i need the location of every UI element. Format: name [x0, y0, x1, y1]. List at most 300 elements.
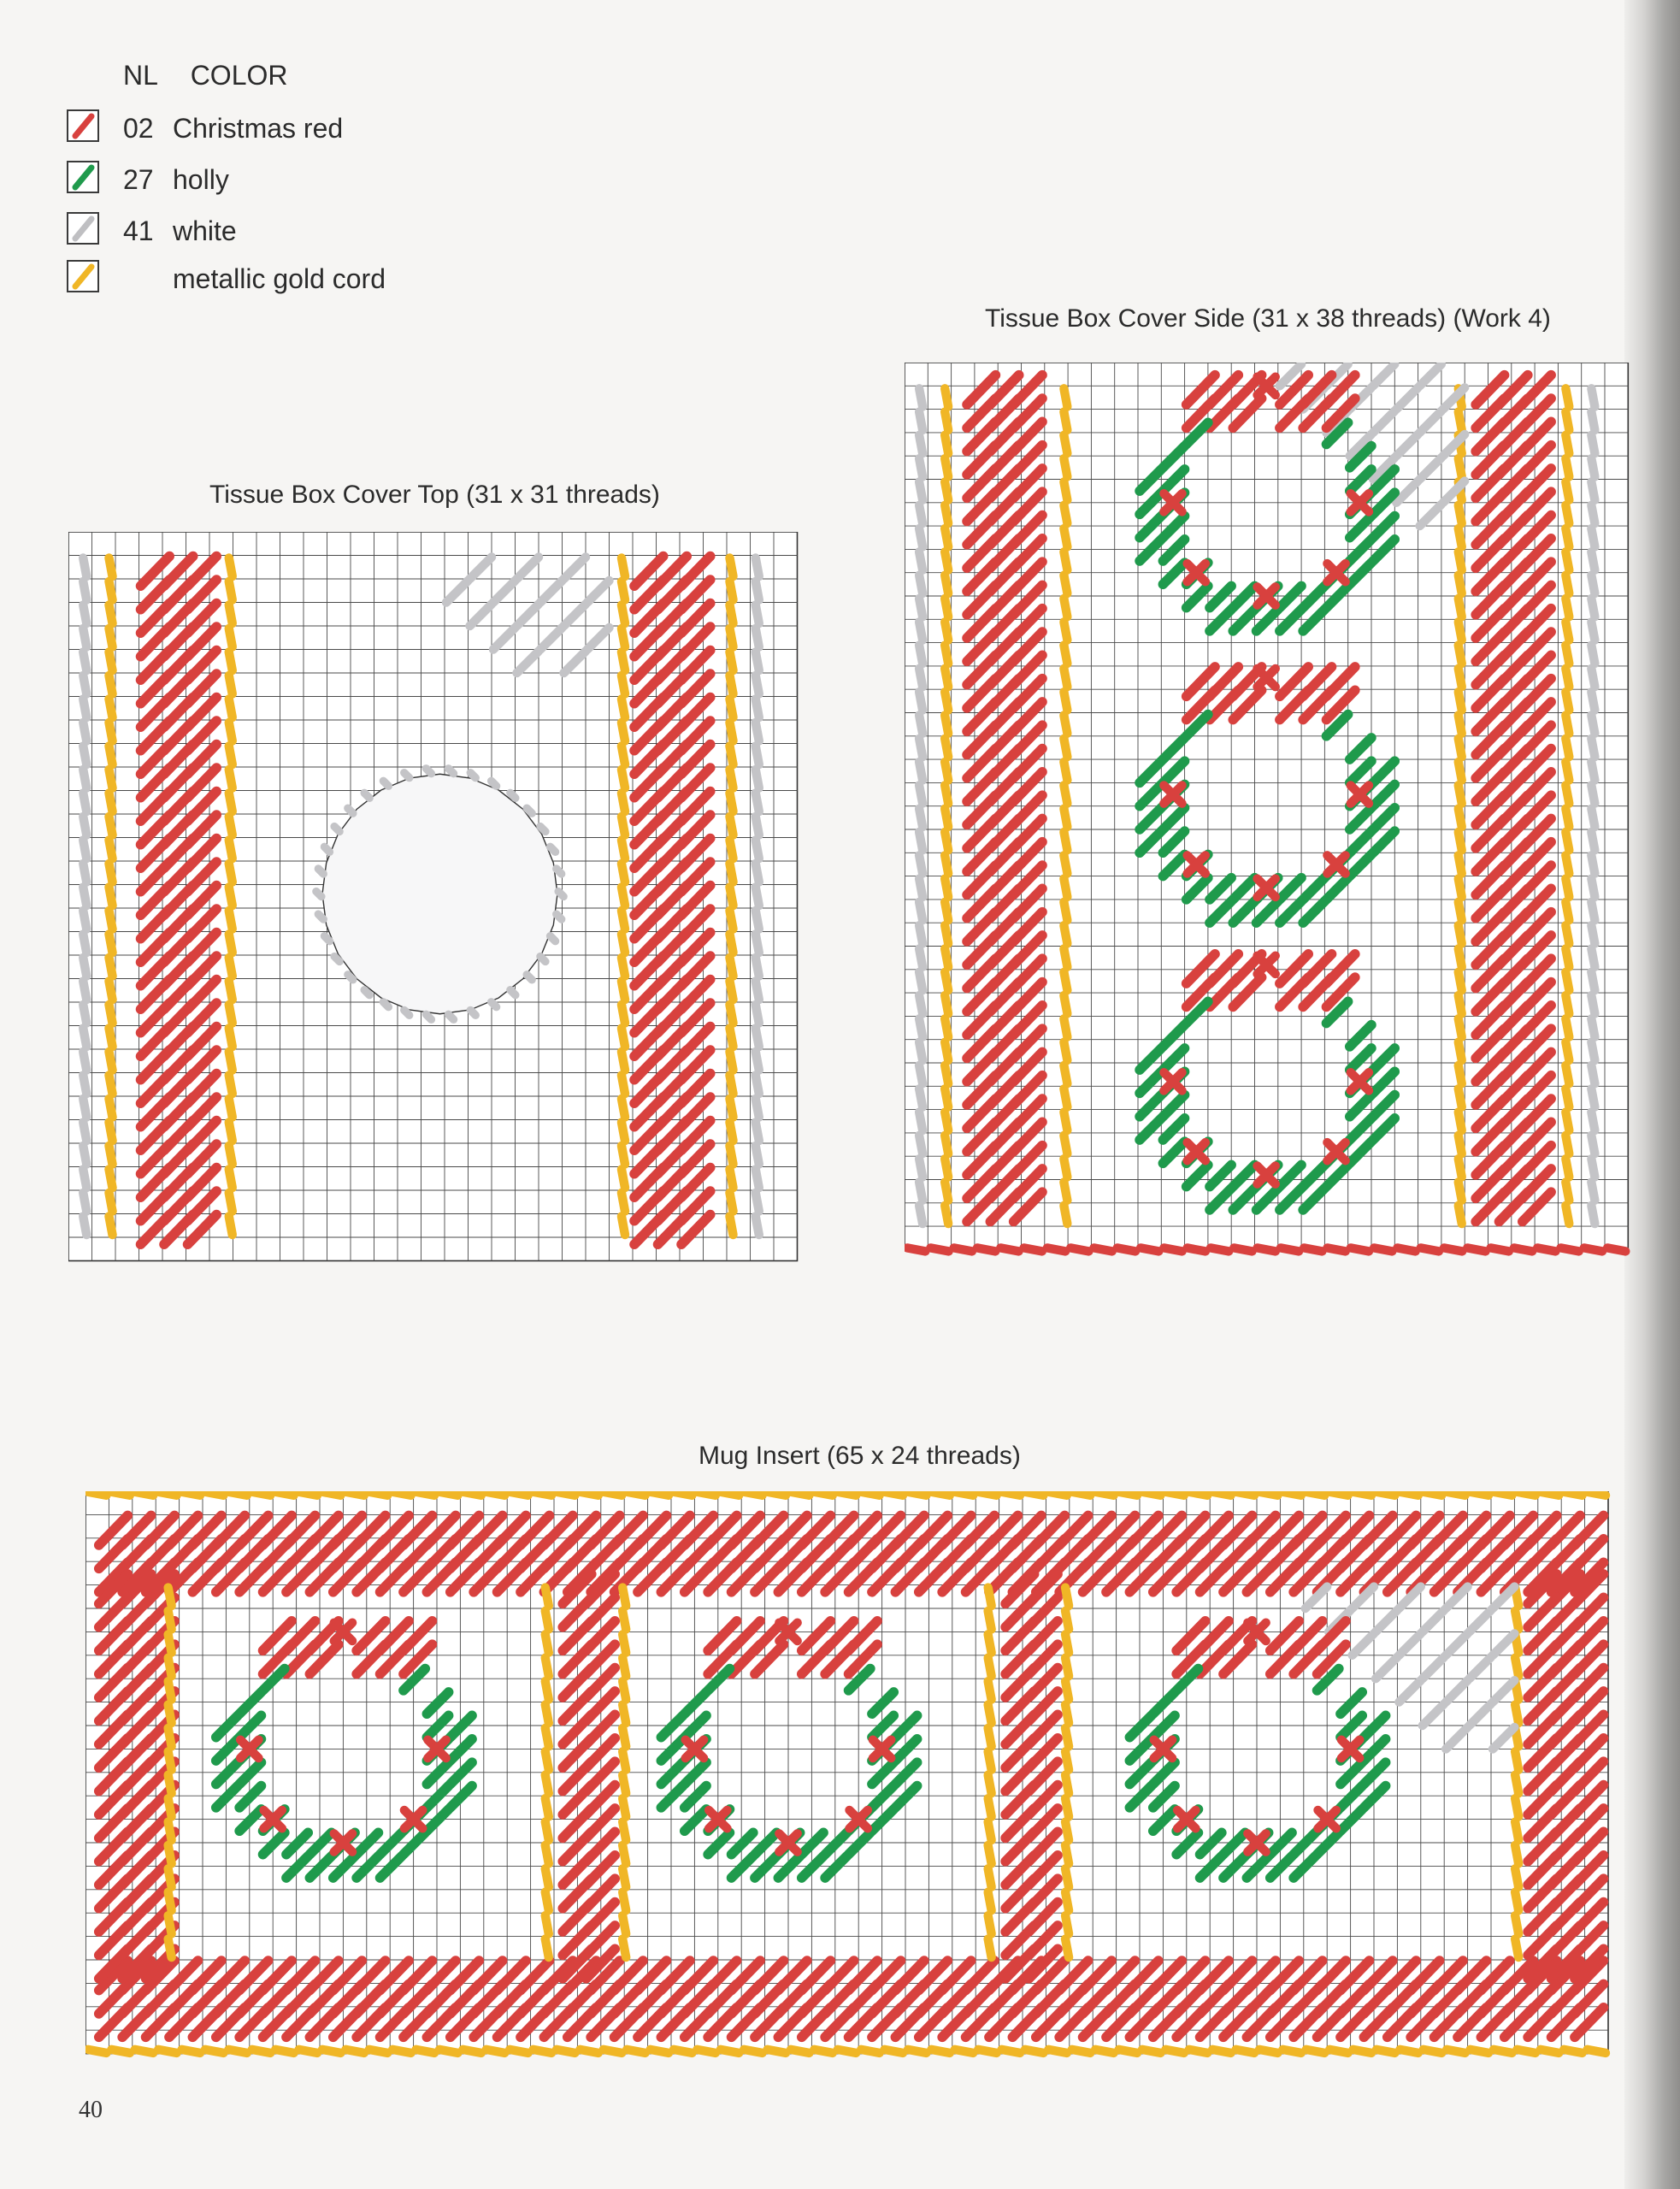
overcast-stitch: [791, 2050, 809, 2053]
overcast-stitch: [83, 605, 86, 624]
overcast-stitch: [83, 911, 86, 929]
overcast-stitch: [229, 1005, 233, 1024]
overcast-stitch: [908, 2050, 926, 2053]
gold-inner-left: [229, 558, 233, 1236]
overcast-stitch: [1459, 1042, 1462, 1060]
overcast-stitch: [334, 826, 339, 831]
overcast-stitch: [109, 581, 113, 600]
overcast-stitch: [945, 622, 948, 640]
overcast-stitch: [557, 1492, 575, 1496]
overcast-stitch: [510, 1492, 528, 1496]
overcast-stitch: [83, 841, 86, 859]
overcast-stitch: [229, 652, 233, 671]
overcast-stitch: [1607, 1248, 1625, 1251]
overcast-stitch: [229, 841, 233, 859]
overcast-stitch: [730, 911, 734, 929]
overcast-stitch: [1491, 1248, 1509, 1251]
overcast-stitch: [988, 1915, 992, 1933]
overcast-stitch: [369, 1492, 387, 1496]
overcast-stitch: [168, 1868, 172, 1886]
overcast-stitch: [275, 1492, 293, 1496]
overcast-stitch: [756, 817, 759, 835]
overcast-stitch: [919, 972, 923, 990]
overcast-stitch: [168, 1798, 172, 1816]
divider-1-gold-left: [545, 1588, 549, 1957]
overcast-stitch: [622, 1892, 626, 1910]
overcast-stitch: [919, 1042, 923, 1060]
red-band-left: [99, 1574, 174, 1979]
overcast-stitch: [1459, 1183, 1462, 1201]
overcast-stitch: [1141, 1248, 1158, 1251]
overcast-stitch: [545, 1634, 549, 1652]
overcast-stitch: [955, 1492, 973, 1496]
overcast-stitch: [1064, 646, 1067, 664]
overcast-stitch: [1211, 1248, 1229, 1251]
gold-right-inner: [1515, 1588, 1518, 1957]
overcast-stitch: [1064, 716, 1067, 734]
overcast-stitch: [1189, 2050, 1207, 2053]
overcast-stitch: [622, 1146, 625, 1165]
overcast-stitch: [348, 975, 353, 980]
overcast-stitch: [426, 1014, 431, 1019]
overcast-stitch: [168, 1611, 172, 1629]
overcast-stitch: [109, 911, 113, 929]
overcast-stitch: [622, 676, 625, 694]
overcast-stitch: [557, 914, 562, 919]
overcast-stitch: [861, 2050, 879, 2053]
overcast-stitch: [1459, 1159, 1462, 1177]
overcast-stitch: [1565, 972, 1569, 990]
overcast-stitch: [919, 646, 923, 664]
overcast-stitch: [1591, 739, 1595, 757]
overcast-stitch: [1588, 1492, 1606, 1496]
overcast-stitch: [83, 1170, 86, 1189]
overcast-stitch: [1459, 949, 1462, 967]
overcast-stitch: [540, 957, 545, 962]
overcast-stitch: [1565, 458, 1569, 476]
overcast-stitch: [1565, 528, 1569, 546]
gold-stitch-icon: [67, 260, 99, 292]
overcast-stitch: [919, 552, 923, 569]
overcast-stitch: [416, 2050, 434, 2053]
overcast-stitch: [392, 1492, 410, 1496]
overcast-stitch: [463, 2050, 480, 2053]
overcast-stitch: [318, 914, 323, 919]
overcast-stitch: [439, 2050, 457, 2053]
overcast-stitch: [533, 2050, 551, 2053]
overcast-stitch: [1515, 1868, 1518, 1886]
divider-2-gold-left: [988, 1588, 992, 1957]
overcast-stitch: [730, 1052, 734, 1071]
overcast-stitch: [1064, 692, 1067, 710]
overcast-stitch: [756, 1146, 759, 1165]
overcast-stitch: [540, 826, 545, 831]
overcast-stitch: [1591, 995, 1595, 1013]
overcast-stitch: [1070, 1248, 1088, 1251]
overcast-stitch: [622, 1005, 625, 1024]
overcast-stitch: [1064, 995, 1067, 1013]
overcast-stitch: [1064, 1065, 1067, 1083]
overcast-stitch: [697, 1492, 715, 1496]
overcast-stitch: [988, 1611, 992, 1629]
overcast-stitch: [721, 1492, 739, 1496]
overcast-stitch: [1064, 902, 1067, 920]
overcast-stitch: [1591, 669, 1595, 687]
overcast-stitch: [1565, 505, 1569, 523]
overcast-stitch: [1591, 575, 1595, 593]
overcast-stitch: [919, 949, 923, 967]
legend-header: [123, 60, 287, 91]
overcast-stitch: [988, 1634, 992, 1652]
gold-bottom-edge: [88, 2050, 1606, 2053]
overcast-stitch: [229, 628, 233, 647]
overcast-stitch: [1351, 1248, 1369, 1251]
overcast-stitch: [622, 1193, 625, 1212]
overcast-stitch: [168, 1939, 172, 1957]
overcast-stitch: [1515, 1822, 1518, 1840]
legend-name: holly: [173, 164, 229, 195]
overcast-stitch: [622, 794, 625, 812]
overcast-stitch: [1515, 1705, 1518, 1723]
overcast-stitch: [622, 1658, 626, 1676]
overcast-stitch: [83, 770, 86, 788]
overcast-stitch: [622, 605, 625, 624]
overcast-stitch: [756, 723, 759, 741]
overcast-stitch: [109, 864, 113, 882]
red-band-right: [1528, 1574, 1603, 1979]
white-edge-left: [919, 388, 923, 1224]
overcast-stitch: [449, 769, 454, 774]
overcast-stitch: [229, 1146, 233, 1165]
overcast-stitch: [1165, 1492, 1183, 1496]
gold-edge-left: [945, 388, 948, 1224]
overcast-stitch: [1064, 412, 1067, 430]
overcast-stitch: [1565, 902, 1569, 920]
overcast-stitch: [1515, 1775, 1518, 1793]
overcast-stitch: [919, 716, 923, 734]
overcast-stitch: [1306, 1492, 1324, 1496]
overcast-stitch: [229, 958, 233, 976]
overcast-stitch: [1591, 785, 1595, 803]
overcast-stitch: [1591, 552, 1595, 569]
overcast-stitch: [1459, 902, 1462, 920]
legend-name: white: [173, 215, 237, 246]
page-number: 40: [79, 2097, 103, 2123]
overcast-stitch: [945, 646, 948, 664]
overcast-stitch: [109, 652, 113, 671]
overcast-stitch: [674, 2050, 692, 2053]
overcast-stitch: [1494, 1492, 1512, 1496]
overcast-stitch: [756, 982, 759, 1000]
overcast-stitch: [1591, 599, 1595, 617]
overcast-stitch: [697, 2050, 715, 2053]
overcast-stitch: [622, 1751, 626, 1769]
overcast-stitch: [622, 699, 625, 718]
overcast-stitch: [1304, 1248, 1322, 1251]
overcast-stitch: [919, 879, 923, 897]
overcast-stitch: [838, 2050, 856, 2053]
overcast-stitch: [229, 911, 233, 929]
overcast-stitch: [1400, 2050, 1418, 2053]
overcast-stitch: [1591, 528, 1595, 546]
overcast-stitch: [1591, 1183, 1595, 1201]
overcast-stitch: [622, 1099, 625, 1118]
overcast-stitch: [229, 1029, 233, 1047]
overcast-stitch: [486, 2050, 504, 2053]
overcast-stitch: [945, 739, 948, 757]
overcast-stitch: [205, 2050, 223, 2053]
overcast-stitch: [182, 1492, 200, 1496]
overcast-stitch: [182, 2050, 200, 2053]
overcast-stitch: [83, 1217, 86, 1236]
overcast-stitch: [1591, 1206, 1595, 1224]
overcast-stitch: [627, 2050, 645, 2053]
overcast-stitch: [730, 746, 734, 765]
overcast-stitch: [1065, 1868, 1069, 1886]
overcast-stitch: [1565, 832, 1569, 850]
overcast-stitch: [1591, 902, 1595, 920]
overcast-stitch: [930, 1248, 948, 1251]
overcast-stitch: [730, 605, 734, 624]
green-stitch-icon: [67, 161, 99, 193]
overcast-stitch: [744, 1492, 762, 1496]
overcast-stitch: [83, 676, 86, 694]
overcast-stitch: [730, 1193, 734, 1212]
overcast-stitch: [533, 1492, 551, 1496]
overcast-stitch: [988, 1775, 992, 1793]
overcast-stitch: [885, 1492, 903, 1496]
overcast-stitch: [109, 1029, 113, 1047]
overcast-stitch: [1560, 1248, 1578, 1251]
overcast-stitch: [463, 1492, 480, 1496]
overcast-stitch: [919, 855, 923, 873]
overcast-stitch: [674, 1492, 692, 1496]
overcast-stitch: [1064, 762, 1067, 780]
overcast-stitch: [919, 1183, 923, 1201]
overcast-stitch: [229, 864, 233, 882]
overcast-stitch: [1188, 1248, 1205, 1251]
legend-code: 27: [123, 164, 154, 195]
overcast-stitch: [109, 1005, 113, 1024]
overcast-stitch: [383, 781, 388, 786]
overcast-stitch: [109, 1076, 113, 1094]
overcast-stitch: [1064, 669, 1067, 687]
overcast-stitch: [229, 581, 233, 600]
overcast-stitch: [1591, 1089, 1595, 1106]
overcast-stitch: [545, 1681, 549, 1699]
overcast-stitch: [109, 1099, 113, 1118]
overcast-stitch: [229, 794, 233, 812]
overcast-stitch: [1048, 1492, 1066, 1496]
overcast-stitch: [510, 2050, 528, 2053]
overcast-stitch: [730, 699, 734, 718]
overcast-stitch: [1064, 1183, 1067, 1201]
overcast-stitch: [622, 1588, 626, 1606]
overcast-stitch: [580, 1492, 598, 1496]
overcast-stitch: [545, 1728, 549, 1746]
overcast-stitch: [622, 888, 625, 906]
overcast-stitch: [1447, 2050, 1465, 2053]
overcast-stitch: [1064, 599, 1067, 617]
overcast-stitch: [1259, 1492, 1277, 1496]
overcast-stitch: [1064, 1112, 1067, 1130]
overcast-stitch: [1459, 552, 1462, 569]
overcast-stitch: [168, 1892, 172, 1910]
overcast-stitch: [1517, 2050, 1535, 2053]
overcast-stitch: [364, 793, 369, 798]
overcast-stitch: [622, 1029, 625, 1047]
overcast-stitch: [919, 1018, 923, 1036]
overcast-stitch: [229, 1193, 233, 1212]
overcast-stitch: [83, 1052, 86, 1071]
overcast-stitch: [545, 1892, 549, 1910]
overcast-stitch: [1515, 1939, 1518, 1957]
overcast-stitch: [83, 1099, 86, 1118]
overcast-stitch: [1164, 1248, 1182, 1251]
overcast-stitch: [109, 746, 113, 765]
overcast-stitch: [861, 1492, 879, 1496]
overcast-stitch: [919, 1159, 923, 1177]
overcast-stitch: [83, 652, 86, 671]
overcast-stitch: [1591, 458, 1595, 476]
white-stitch-icon: [67, 212, 99, 245]
overcast-stitch: [1064, 1089, 1067, 1106]
overcast-stitch: [580, 2050, 598, 2053]
overcast-stitch: [945, 692, 948, 710]
overcast-stitch: [1065, 1705, 1069, 1723]
overcast-stitch: [109, 1170, 113, 1189]
overcast-stitch: [919, 435, 923, 453]
overcast-stitch: [1065, 1845, 1069, 1863]
overcast-stitch: [977, 1248, 995, 1251]
overcast-stitch: [168, 1822, 172, 1840]
overcast-stitch: [334, 957, 339, 962]
overcast-stitch: [919, 599, 923, 617]
overcast-stitch: [1591, 1159, 1595, 1177]
overcast-stitch: [1541, 2050, 1559, 2053]
tissue-box-side-chart: [905, 363, 1631, 1271]
overcast-stitch: [1591, 646, 1595, 664]
overcast-stitch: [1424, 1492, 1441, 1496]
overcast-stitch: [109, 1123, 113, 1142]
gold-edge-right: [1565, 388, 1569, 1224]
overcast-stitch: [83, 1005, 86, 1024]
overcast-stitch: [1565, 435, 1569, 453]
overcast-stitch: [1459, 599, 1462, 617]
overcast-stitch: [756, 864, 759, 882]
overcast-stitch: [1565, 482, 1569, 500]
overcast-stitch: [622, 1052, 625, 1071]
overcast-stitch: [168, 1658, 172, 1676]
overcast-stitch: [83, 1029, 86, 1047]
overcast-stitch: [470, 773, 475, 778]
overcast-stitch: [1591, 388, 1595, 406]
overcast-stitch: [756, 628, 759, 647]
overcast-stitch: [1515, 1915, 1518, 1933]
overcast-stitch: [109, 1052, 113, 1071]
overcast-stitch: [1565, 1018, 1569, 1036]
overcast-stitch: [730, 1029, 734, 1047]
overcast-stitch: [229, 676, 233, 694]
overcast-stitch: [730, 1170, 734, 1189]
overcast-stitch: [814, 1492, 832, 1496]
tissue-box-top-chart: [68, 532, 804, 1269]
overcast-stitch: [1591, 879, 1595, 897]
overcast-stitch: [1459, 995, 1462, 1013]
overcast-stitch: [945, 1206, 948, 1224]
overcast-stitch: [1064, 388, 1067, 406]
overcast-stitch: [470, 1010, 475, 1015]
overcast-stitch: [988, 1658, 992, 1676]
overcast-stitch: [158, 1492, 176, 1496]
overcast-stitch: [1065, 1588, 1069, 1606]
overcast-stitch: [622, 746, 625, 765]
overcast-stitch: [1459, 972, 1462, 990]
overcast-stitch: [1459, 785, 1462, 803]
overcast-stitch: [1459, 1089, 1462, 1106]
overcast-stitch: [988, 1892, 992, 1910]
overcast-stitch: [1515, 1798, 1518, 1816]
overcast-stitch: [1565, 622, 1569, 640]
overcast-stitch: [1065, 1892, 1069, 1910]
overcast-stitch: [945, 995, 948, 1013]
overcast-stitch: [988, 1939, 992, 1957]
overcast-stitch: [988, 1588, 992, 1606]
overcast-stitch: [545, 1751, 549, 1769]
overcast-stitch: [1459, 575, 1462, 593]
overcast-stitch: [1093, 1248, 1111, 1251]
overcast-stitch: [1565, 762, 1569, 780]
overcast-stitch: [1064, 458, 1067, 476]
gold-inner-left: [1064, 388, 1067, 1224]
overcast-stitch: [168, 1634, 172, 1652]
overcast-stitch: [1459, 692, 1462, 710]
overcast-stitch: [838, 1492, 856, 1496]
overcast-stitch: [1591, 925, 1595, 943]
overcast-stitch: [527, 808, 532, 813]
overcast-stitch: [622, 1728, 626, 1746]
overcast-stitch: [756, 652, 759, 671]
overcast-stitch: [1024, 1248, 1042, 1251]
overcast-stitch: [756, 1193, 759, 1212]
overcast-stitch: [945, 902, 948, 920]
overcast-stitch: [404, 773, 410, 778]
overcast-stitch: [1064, 925, 1067, 943]
overcast-stitch: [1065, 1728, 1069, 1746]
overcast-stitch: [1064, 832, 1067, 850]
overcast-stitch: [988, 1868, 992, 1886]
overcast-stitch: [229, 817, 233, 835]
overcast-stitch: [1064, 575, 1067, 593]
overcast-stitch: [83, 794, 86, 812]
overcast-stitch: [109, 888, 113, 906]
overcast-stitch: [83, 581, 86, 600]
overcast-stitch: [1064, 739, 1067, 757]
overcast-stitch: [83, 888, 86, 906]
overcast-stitch: [1459, 528, 1462, 546]
overcast-stitch: [622, 1705, 626, 1723]
overcast-stitch: [109, 723, 113, 741]
overcast-stitch: [486, 1492, 504, 1496]
overcast-stitch: [229, 770, 233, 788]
overcast-stitch: [229, 1076, 233, 1094]
overcast-stitch: [109, 817, 113, 835]
overcast-stitch: [1374, 1248, 1392, 1251]
overcast-stitch: [622, 1775, 626, 1793]
overcast-stitch: [756, 888, 759, 906]
overcast-stitch: [919, 528, 923, 546]
overcast-stitch: [1117, 1248, 1135, 1251]
